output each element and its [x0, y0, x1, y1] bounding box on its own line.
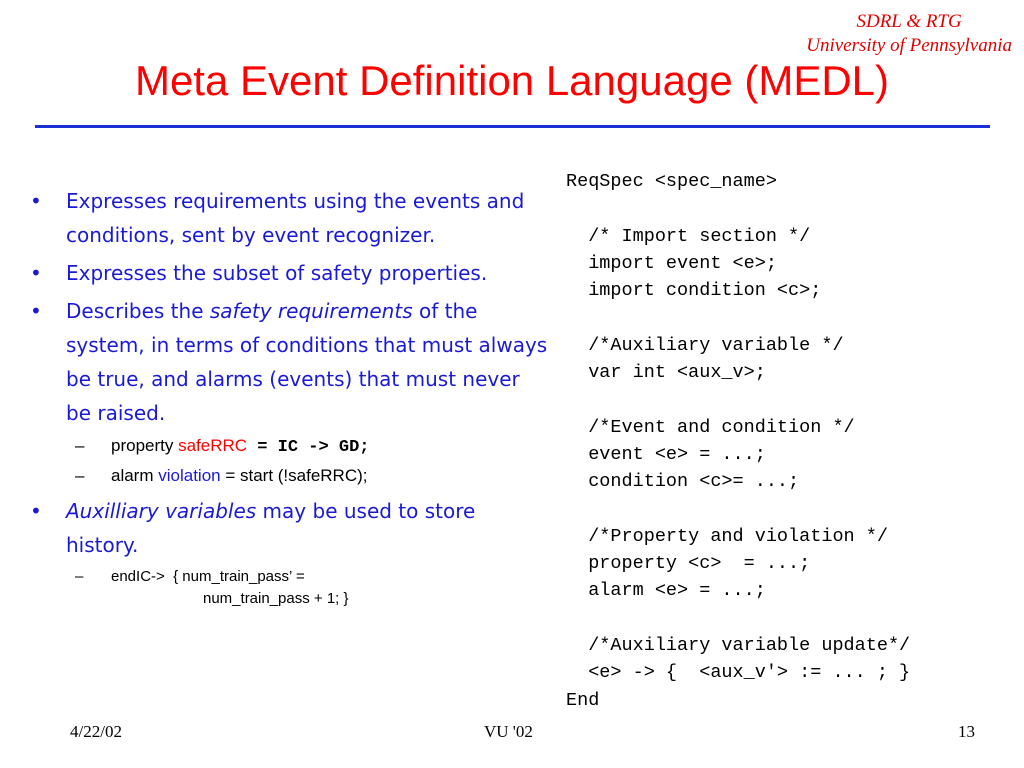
bullet-list: [30, 184, 550, 614]
code-line: End: [566, 689, 600, 711]
bullet-2-text: Expresses the subset of safety properties.: [66, 261, 488, 285]
sub-bullet-marker: –: [75, 436, 85, 455]
bullet-4-post: may be used to store history.: [66, 499, 476, 557]
bullet-2: [30, 256, 550, 290]
sub-bullet-property-text: [111, 434, 369, 460]
bullet-3-post: of the system, in terms of conditions that must always be true, and alarms (events) that must never be raised.: [66, 299, 548, 425]
affiliation-line-1: SDRL & RTG: [856, 11, 962, 32]
code-line: [566, 605, 910, 632]
property-keyword: property: [111, 436, 179, 455]
bullet-3-pre: Describes the: [66, 299, 210, 323]
code-line: [566, 195, 910, 222]
code-line: /* Import section */: [566, 225, 811, 247]
code-line: [566, 304, 910, 331]
code-line: property <c> = ...;: [566, 553, 811, 575]
sub-bullet-alarm-text: [111, 464, 368, 488]
affiliation: [806, 10, 1012, 58]
slide-title: Meta Event Definition Language (MEDL): [134, 57, 890, 104]
code-line: /*Event and condition */: [566, 416, 855, 438]
affiliation-line-2: University of Pennsylvania: [806, 35, 1012, 56]
code-line: event <e> = ...;: [566, 443, 766, 465]
endic-line-1: endIC-> { num_train_pass’ =: [111, 568, 305, 585]
medl-code-block: [566, 168, 910, 714]
code-line: [566, 386, 910, 413]
bullet-1-text: Expresses requirements using the events and conditions, sent by event recognizer.: [66, 189, 525, 247]
code-line: <e> -> { <aux_v'> := ... ; }: [566, 662, 911, 684]
footer-page-number: 13: [958, 722, 975, 741]
bullet-4-emphasis: Auxilliary variables: [66, 499, 257, 523]
code-line: var int <aux_v>;: [566, 362, 766, 384]
sub-bullet-marker: –: [75, 568, 84, 585]
bullet-3-emphasis: safety requirements: [209, 299, 413, 323]
title-divider: [35, 125, 990, 128]
footer-venue: VU '02: [484, 722, 533, 741]
bullet-marker: •: [30, 189, 42, 213]
alarm-keyword: alarm: [111, 466, 159, 485]
code-line: /*Property and violation */: [566, 525, 888, 547]
property-name: safeRRC: [178, 436, 248, 455]
sub-bullet-alarm: [30, 464, 550, 488]
bullet-4-text: [66, 494, 550, 562]
code-line: import event <e>;: [566, 252, 777, 274]
endic-line-2: num_train_pass + 1; }: [203, 590, 349, 607]
footer-date: 4/22/02: [70, 722, 122, 741]
bullet-marker: •: [30, 499, 42, 523]
bullet-1: [30, 184, 550, 252]
code-line: condition <c>= ...;: [566, 471, 800, 493]
sub-bullet-endic: [30, 566, 550, 610]
code-line: import condition <c>;: [566, 280, 822, 302]
sub-bullet-property: [30, 434, 550, 460]
bullet-marker: •: [30, 299, 42, 323]
code-line: alarm <e> = ...;: [566, 580, 766, 602]
alarm-expression: = start (!safeRRC);: [220, 466, 368, 485]
bullet-3-text: [66, 294, 550, 430]
bullet-3: [30, 294, 550, 430]
code-line: /*Auxiliary variable update*/: [566, 635, 911, 657]
bullet-4: [30, 494, 550, 562]
sub-bullet-marker: –: [75, 466, 85, 485]
code-line: [566, 496, 910, 523]
bullet-marker: •: [30, 261, 42, 285]
property-expression: = IC -> GD;: [247, 438, 370, 457]
alarm-name: violation: [158, 466, 221, 485]
code-line: /*Auxiliary variable */: [566, 334, 844, 356]
code-line: ReqSpec <spec_name>: [566, 171, 777, 192]
sub-bullet-endic-text: [111, 566, 349, 610]
